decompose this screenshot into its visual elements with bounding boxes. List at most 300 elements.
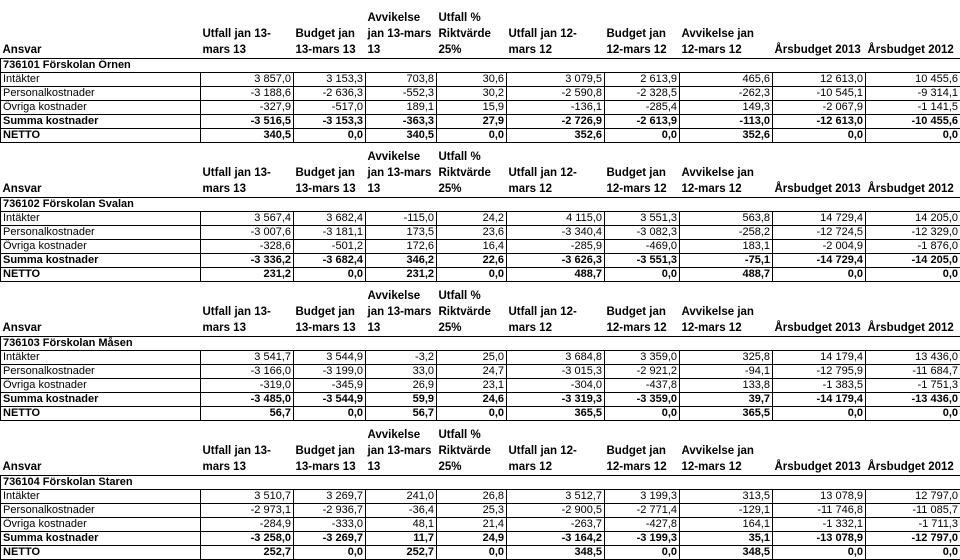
value-cell: -517,0: [294, 101, 366, 115]
value-cell: 0,0: [605, 268, 680, 282]
column-header: Utfall % Riktvärde 25%: [437, 288, 507, 337]
empty-cell: [605, 476, 680, 490]
value-cell: -10 545,1: [773, 87, 866, 101]
value-cell: 3 857,0: [201, 73, 294, 87]
value-cell: 365,5: [507, 407, 605, 421]
row-label: NETTO: [1, 268, 201, 282]
column-header: Budget jan 13-mars 13: [294, 149, 366, 198]
value-cell: 14 729,4: [773, 212, 866, 226]
value-cell: 3 510,7: [201, 490, 294, 504]
table-row: [1, 254, 960, 268]
value-cell: -115,0: [366, 212, 437, 226]
value-cell: 189,1: [366, 101, 437, 115]
value-cell: 30,6: [437, 73, 507, 87]
value-cell: 0,0: [437, 407, 507, 421]
table-row: [1, 73, 960, 87]
value-cell: 0,0: [773, 546, 866, 560]
value-cell: 313,5: [680, 490, 773, 504]
value-cell: 13 436,0: [866, 351, 960, 365]
empty-cell: [201, 337, 294, 351]
empty-cell: [680, 476, 773, 490]
row-label: Intäkter: [1, 351, 201, 365]
row-label: Intäkter: [1, 212, 201, 226]
empty-cell: [605, 337, 680, 351]
value-cell: 23,1: [437, 379, 507, 393]
column-header: Ansvar: [1, 149, 201, 198]
column-header: Årsbudget 2012: [866, 288, 960, 337]
table-row: [1, 546, 960, 560]
row-label: Övriga kostnader: [1, 379, 201, 393]
empty-cell: [773, 59, 866, 73]
table-row: [1, 101, 960, 115]
value-cell: 14 205,0: [866, 212, 960, 226]
empty-cell: [294, 476, 366, 490]
value-cell: 39,7: [680, 393, 773, 407]
value-cell: 56,7: [366, 407, 437, 421]
table-row: [1, 504, 960, 518]
value-cell: -36,4: [366, 504, 437, 518]
empty-cell: [437, 476, 507, 490]
empty-cell: [437, 337, 507, 351]
value-cell: -3 516,5: [201, 115, 294, 129]
value-cell: -2 921,2: [605, 365, 680, 379]
empty-cell: [201, 59, 294, 73]
value-cell: 0,0: [866, 129, 960, 143]
empty-cell: [294, 337, 366, 351]
value-cell: 14 179,4: [773, 351, 866, 365]
value-cell: 0,0: [437, 546, 507, 560]
empty-cell: [294, 59, 366, 73]
value-cell: 26,9: [366, 379, 437, 393]
value-cell: 348,5: [680, 546, 773, 560]
value-cell: 3 269,7: [294, 490, 366, 504]
value-cell: -285,4: [605, 101, 680, 115]
value-cell: 0,0: [773, 407, 866, 421]
value-cell: 2 613,9: [605, 73, 680, 87]
table-row: [1, 268, 960, 282]
value-cell: -285,9: [507, 240, 605, 254]
row-label: Personalkostnader: [1, 504, 201, 518]
value-cell: 15,9: [437, 101, 507, 115]
value-cell: 149,3: [680, 101, 773, 115]
value-cell: -2 004,9: [773, 240, 866, 254]
row-label: Övriga kostnader: [1, 101, 201, 115]
value-cell: 346,2: [366, 254, 437, 268]
value-cell: 183,1: [680, 240, 773, 254]
value-cell: 173,5: [366, 226, 437, 240]
value-cell: -328,6: [201, 240, 294, 254]
table-row: [1, 351, 960, 365]
column-header: Budget jan 13-mars 13: [294, 427, 366, 476]
value-cell: -3 015,3: [507, 365, 605, 379]
value-cell: -262,3: [680, 87, 773, 101]
value-cell: 488,7: [507, 268, 605, 282]
value-cell: -1 141,5: [866, 101, 960, 115]
value-cell: 0,0: [773, 268, 866, 282]
row-label: Personalkostnader: [1, 87, 201, 101]
value-cell: -333,0: [294, 518, 366, 532]
row-label: Personalkostnader: [1, 365, 201, 379]
value-cell: 13 078,9: [773, 490, 866, 504]
value-cell: -3 336,2: [201, 254, 294, 268]
unit-name: 736104 Förskolan Staren: [1, 476, 201, 490]
value-cell: 24,7: [437, 365, 507, 379]
value-cell: 703,8: [366, 73, 437, 87]
table-row: [1, 518, 960, 532]
column-header: Avvikelse jan 12-mars 12: [680, 10, 773, 59]
value-cell: -11 085,7: [866, 504, 960, 518]
row-label: Intäkter: [1, 73, 201, 87]
value-cell: 172,6: [366, 240, 437, 254]
header-row: [1, 149, 960, 198]
value-cell: -3 551,3: [605, 254, 680, 268]
column-header: Avvikelse jan 13-mars 13: [366, 149, 437, 198]
value-cell: -3 544,9: [294, 393, 366, 407]
value-cell: 133,8: [680, 379, 773, 393]
empty-cell: [294, 198, 366, 212]
value-cell: 0,0: [866, 407, 960, 421]
column-header: Utfall % Riktvärde 25%: [437, 149, 507, 198]
value-cell: 3 512,7: [507, 490, 605, 504]
unit-row: [1, 476, 960, 490]
column-header: Årsbudget 2013: [773, 288, 866, 337]
table-row: [1, 115, 960, 129]
value-cell: -94,1: [680, 365, 773, 379]
value-cell: 3 541,7: [201, 351, 294, 365]
value-cell: -12 724,5: [773, 226, 866, 240]
value-cell: 59,9: [366, 393, 437, 407]
value-cell: 0,0: [605, 129, 680, 143]
value-cell: 465,6: [680, 73, 773, 87]
empty-cell: [773, 198, 866, 212]
value-cell: 0,0: [437, 129, 507, 143]
header-row: [1, 427, 960, 476]
value-cell: 3 199,3: [605, 490, 680, 504]
table-row: [1, 490, 960, 504]
value-cell: 35,1: [680, 532, 773, 546]
value-cell: -2 590,8: [507, 87, 605, 101]
value-cell: 0,0: [294, 407, 366, 421]
value-cell: -1 751,3: [866, 379, 960, 393]
empty-cell: [866, 198, 960, 212]
value-cell: -2 726,9: [507, 115, 605, 129]
value-cell: -1 383,5: [773, 379, 866, 393]
row-label: Övriga kostnader: [1, 518, 201, 532]
value-cell: 25,0: [437, 351, 507, 365]
value-cell: -12 795,9: [773, 365, 866, 379]
value-cell: 21,4: [437, 518, 507, 532]
column-header: Budget jan 12-mars 12: [605, 427, 680, 476]
empty-cell: [507, 198, 605, 212]
value-cell: 3 684,8: [507, 351, 605, 365]
row-label: Övriga kostnader: [1, 240, 201, 254]
column-header: Budget jan 12-mars 12: [605, 288, 680, 337]
column-header: Budget jan 12-mars 12: [605, 10, 680, 59]
value-cell: 488,7: [680, 268, 773, 282]
value-cell: -14 729,4: [773, 254, 866, 268]
column-header: Budget jan 13-mars 13: [294, 10, 366, 59]
value-cell: -1 876,0: [866, 240, 960, 254]
empty-cell: [866, 476, 960, 490]
column-header: Utfall jan 13-mars 13: [201, 288, 294, 337]
table-row: [1, 87, 960, 101]
value-cell: -258,2: [680, 226, 773, 240]
column-header: Utfall jan 13-mars 13: [201, 149, 294, 198]
value-cell: -13 436,0: [866, 393, 960, 407]
column-header: Ansvar: [1, 427, 201, 476]
value-cell: -2 900,5: [507, 504, 605, 518]
value-cell: 348,5: [507, 546, 605, 560]
table-row: [1, 393, 960, 407]
value-cell: 24,2: [437, 212, 507, 226]
row-label: Intäkter: [1, 490, 201, 504]
value-cell: -2 613,9: [605, 115, 680, 129]
value-cell: -9 314,1: [866, 87, 960, 101]
value-cell: -13 078,9: [773, 532, 866, 546]
table-row: [1, 212, 960, 226]
value-cell: 0,0: [294, 546, 366, 560]
value-cell: -3 258,0: [201, 532, 294, 546]
value-cell: 24,9: [437, 532, 507, 546]
column-header: Avvikelse jan 13-mars 13: [366, 288, 437, 337]
column-header: Årsbudget 2013: [773, 149, 866, 198]
value-cell: 24,6: [437, 393, 507, 407]
value-cell: -10 455,6: [866, 115, 960, 129]
table-row: [1, 226, 960, 240]
column-header: Årsbudget 2012: [866, 10, 960, 59]
value-cell: -2 771,4: [605, 504, 680, 518]
value-cell: 164,1: [680, 518, 773, 532]
empty-cell: [366, 337, 437, 351]
value-cell: -284,9: [201, 518, 294, 532]
value-cell: 3 567,4: [201, 212, 294, 226]
value-cell: -3 359,0: [605, 393, 680, 407]
value-cell: -75,1: [680, 254, 773, 268]
unit-row: [1, 337, 960, 351]
report-block: [0, 10, 960, 143]
value-cell: -2 328,5: [605, 87, 680, 101]
value-cell: -2 067,9: [773, 101, 866, 115]
value-cell: -304,0: [507, 379, 605, 393]
value-cell: 365,5: [680, 407, 773, 421]
value-cell: 23,6: [437, 226, 507, 240]
column-header: Utfall % Riktvärde 25%: [437, 10, 507, 59]
value-cell: 3 153,3: [294, 73, 366, 87]
value-cell: -1 332,1: [773, 518, 866, 532]
value-cell: -501,2: [294, 240, 366, 254]
empty-cell: [201, 476, 294, 490]
value-cell: 56,7: [201, 407, 294, 421]
value-cell: -3 082,3: [605, 226, 680, 240]
value-cell: -3 340,4: [507, 226, 605, 240]
report-table: [0, 10, 960, 143]
value-cell: 10 455,6: [866, 73, 960, 87]
column-header: Ansvar: [1, 288, 201, 337]
value-cell: -3 153,3: [294, 115, 366, 129]
value-cell: 252,7: [201, 546, 294, 560]
table-row: [1, 407, 960, 421]
empty-cell: [680, 198, 773, 212]
value-cell: -12 329,0: [866, 226, 960, 240]
table-row: [1, 129, 960, 143]
unit-name: 736101 Förskolan Örnen: [1, 59, 201, 73]
table-row: [1, 240, 960, 254]
table-row: [1, 365, 960, 379]
value-cell: 0,0: [605, 546, 680, 560]
value-cell: 563,8: [680, 212, 773, 226]
value-cell: -1 711,3: [866, 518, 960, 532]
value-cell: -345,9: [294, 379, 366, 393]
value-cell: 0,0: [605, 407, 680, 421]
unit-name: 736103 Förskolan Måsen: [1, 337, 201, 351]
value-cell: -437,8: [605, 379, 680, 393]
value-cell: 48,1: [366, 518, 437, 532]
value-cell: -2 636,3: [294, 87, 366, 101]
value-cell: 25,3: [437, 504, 507, 518]
row-label: Summa kostnader: [1, 254, 201, 268]
report-table: [0, 288, 960, 421]
value-cell: 30,2: [437, 87, 507, 101]
value-cell: 0,0: [866, 268, 960, 282]
value-cell: -3 485,0: [201, 393, 294, 407]
column-header: Årsbudget 2013: [773, 427, 866, 476]
value-cell: -136,1: [507, 101, 605, 115]
unit-row: [1, 59, 960, 73]
value-cell: 0,0: [773, 129, 866, 143]
empty-cell: [605, 198, 680, 212]
value-cell: -11 684,7: [866, 365, 960, 379]
value-cell: 0,0: [294, 268, 366, 282]
column-header: Utfall jan 12-mars 12: [507, 288, 605, 337]
value-cell: 352,6: [680, 129, 773, 143]
empty-cell: [366, 198, 437, 212]
row-label: NETTO: [1, 407, 201, 421]
value-cell: 3 359,0: [605, 351, 680, 365]
empty-cell: [437, 59, 507, 73]
empty-cell: [866, 59, 960, 73]
value-cell: 12 797,0: [866, 490, 960, 504]
value-cell: -2 973,1: [201, 504, 294, 518]
column-header: Avvikelse jan 12-mars 12: [680, 288, 773, 337]
empty-cell: [366, 59, 437, 73]
value-cell: 340,5: [366, 129, 437, 143]
empty-cell: [605, 59, 680, 73]
value-cell: -113,0: [680, 115, 773, 129]
empty-cell: [507, 476, 605, 490]
value-cell: 241,0: [366, 490, 437, 504]
header-row: [1, 288, 960, 337]
value-cell: -3 199,3: [605, 532, 680, 546]
value-cell: 0,0: [437, 268, 507, 282]
value-cell: 11,7: [366, 532, 437, 546]
value-cell: -14 205,0: [866, 254, 960, 268]
column-header: Avvikelse jan 13-mars 13: [366, 10, 437, 59]
column-header: Utfall jan 13-mars 13: [201, 427, 294, 476]
value-cell: -3 166,0: [201, 365, 294, 379]
row-label: Summa kostnader: [1, 115, 201, 129]
row-label: NETTO: [1, 129, 201, 143]
empty-cell: [773, 337, 866, 351]
row-label: Summa kostnader: [1, 532, 201, 546]
value-cell: 0,0: [294, 129, 366, 143]
report-block: [0, 149, 960, 282]
column-header: Utfall jan 13-mars 13: [201, 10, 294, 59]
unit-name: 736102 Förskolan Svalan: [1, 198, 201, 212]
empty-cell: [366, 476, 437, 490]
table-row: [1, 379, 960, 393]
row-label: Summa kostnader: [1, 393, 201, 407]
empty-cell: [507, 337, 605, 351]
report-block: [0, 288, 960, 421]
empty-cell: [773, 476, 866, 490]
value-cell: 3 079,5: [507, 73, 605, 87]
value-cell: -3 188,6: [201, 87, 294, 101]
column-header: Utfall jan 12-mars 12: [507, 10, 605, 59]
row-label: NETTO: [1, 546, 201, 560]
column-header: Årsbudget 2013: [773, 10, 866, 59]
report-block: [0, 427, 960, 560]
value-cell: -363,3: [366, 115, 437, 129]
empty-cell: [437, 198, 507, 212]
value-cell: 3 551,3: [605, 212, 680, 226]
value-cell: -3 199,0: [294, 365, 366, 379]
unit-row: [1, 198, 960, 212]
value-cell: -469,0: [605, 240, 680, 254]
value-cell: 12 613,0: [773, 73, 866, 87]
column-header: Budget jan 12-mars 12: [605, 149, 680, 198]
value-cell: 26,8: [437, 490, 507, 504]
report-table: [0, 427, 960, 560]
value-cell: 33,0: [366, 365, 437, 379]
empty-cell: [680, 337, 773, 351]
empty-cell: [866, 337, 960, 351]
value-cell: -14 179,4: [773, 393, 866, 407]
column-header: Årsbudget 2012: [866, 149, 960, 198]
value-cell: 231,2: [366, 268, 437, 282]
value-cell: -3 007,6: [201, 226, 294, 240]
column-header: Årsbudget 2012: [866, 427, 960, 476]
value-cell: -319,0: [201, 379, 294, 393]
value-cell: -552,3: [366, 87, 437, 101]
value-cell: 352,6: [507, 129, 605, 143]
value-cell: 325,8: [680, 351, 773, 365]
value-cell: -263,7: [507, 518, 605, 532]
value-cell: 3 682,4: [294, 212, 366, 226]
value-cell: -11 746,8: [773, 504, 866, 518]
value-cell: -327,9: [201, 101, 294, 115]
value-cell: -427,8: [605, 518, 680, 532]
value-cell: -129,1: [680, 504, 773, 518]
value-cell: 4 115,0: [507, 212, 605, 226]
value-cell: -3 626,3: [507, 254, 605, 268]
value-cell: 22,6: [437, 254, 507, 268]
column-header: Avvikelse jan 12-mars 12: [680, 149, 773, 198]
column-header: Avvikelse jan 12-mars 12: [680, 427, 773, 476]
value-cell: -3 181,1: [294, 226, 366, 240]
column-header: Ansvar: [1, 10, 201, 59]
value-cell: -3 682,4: [294, 254, 366, 268]
value-cell: 3 544,9: [294, 351, 366, 365]
table-row: [1, 532, 960, 546]
value-cell: 0,0: [866, 546, 960, 560]
row-label: Personalkostnader: [1, 226, 201, 240]
header-row: [1, 10, 960, 59]
value-cell: -2 936,7: [294, 504, 366, 518]
value-cell: -3 269,7: [294, 532, 366, 546]
value-cell: 231,2: [201, 268, 294, 282]
value-cell: -12 613,0: [773, 115, 866, 129]
column-header: Avvikelse jan 13-mars 13: [366, 427, 437, 476]
